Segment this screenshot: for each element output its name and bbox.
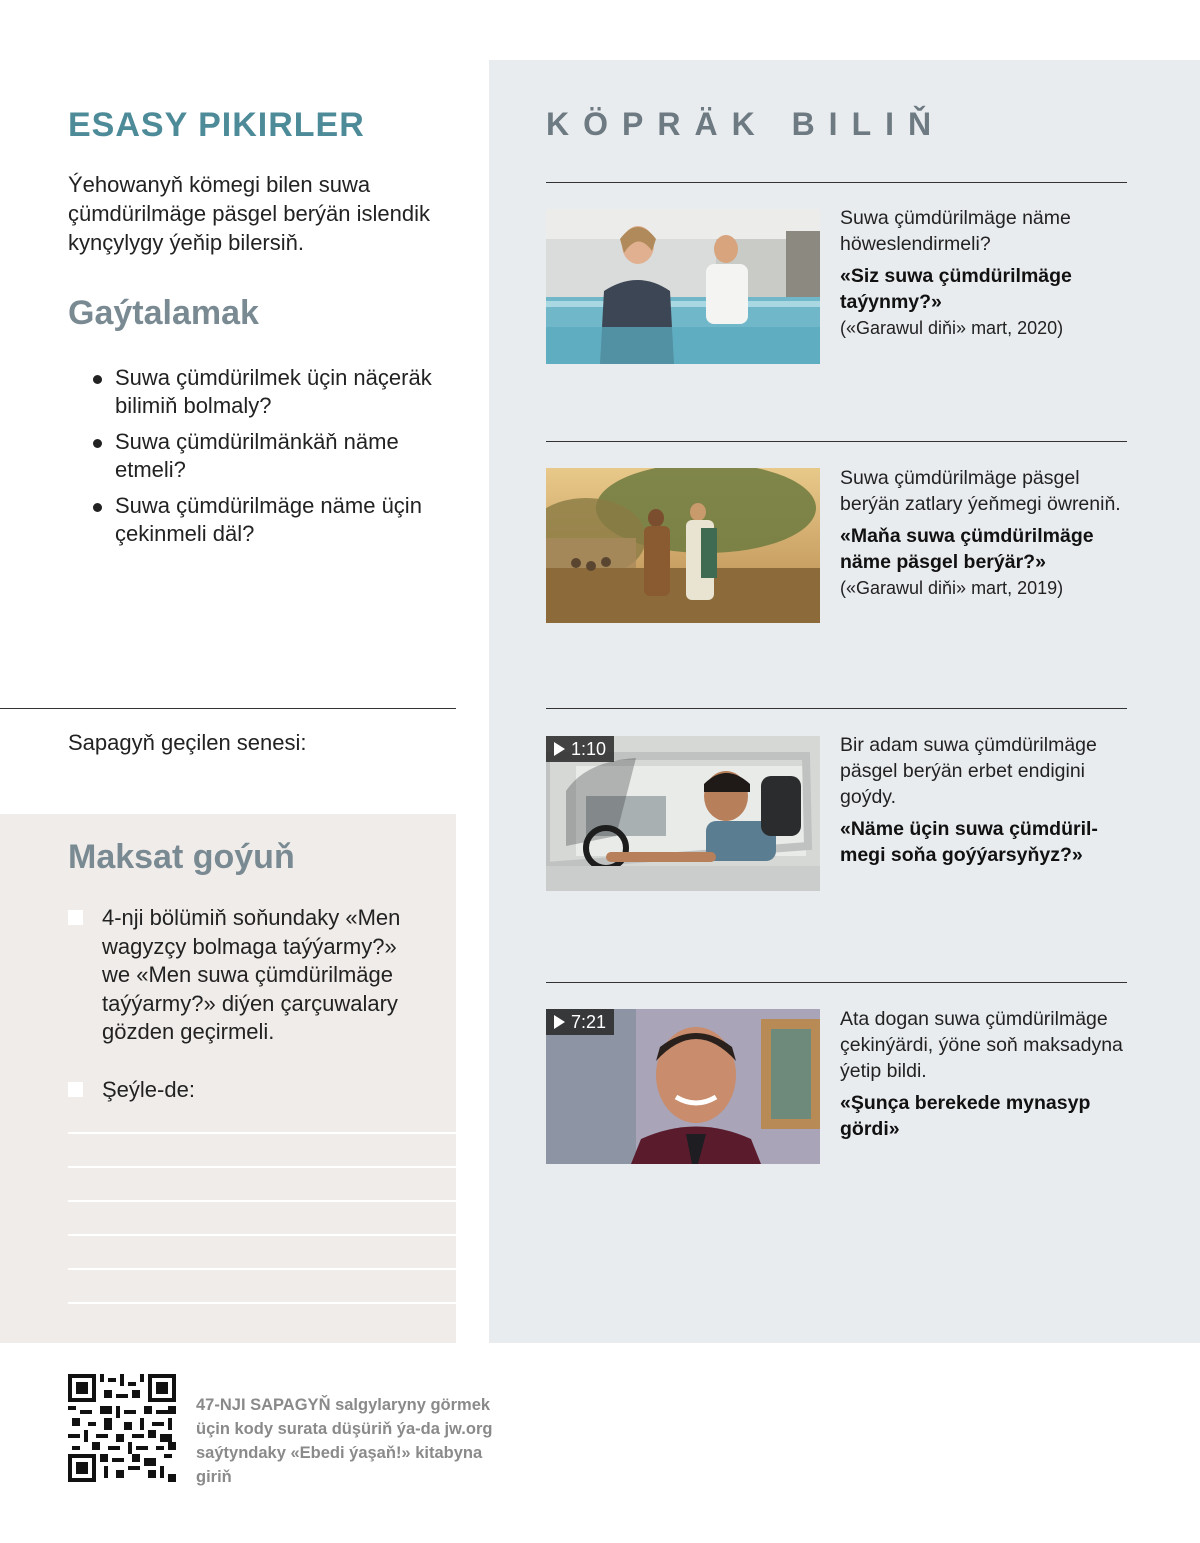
resource-source: («Garawul diňi» mart, 2020) (840, 318, 1064, 338)
play-icon (554, 1015, 565, 1029)
resource-description: Suwa çümdürilmäge näme höweslendirmeli? (840, 207, 1071, 255)
bullet-icon (93, 375, 102, 384)
resource-item (840, 1006, 1130, 1142)
writing-line[interactable] (68, 1132, 456, 1134)
divider (546, 982, 1127, 983)
checkbox[interactable] (68, 1082, 83, 1097)
review-heading: Gaýtalamak (68, 294, 259, 332)
divider (546, 441, 1127, 442)
resource-description: Ata dogan suwa çümdürilmäge çekinýärdi, ýöne soň maksadyna ýetip bildi. (840, 1008, 1123, 1082)
key-points-heading: ESASY PIKIRLER (68, 106, 365, 144)
video-duration: 7:21 (571, 1012, 607, 1032)
video-duration-badge[interactable] (546, 1009, 614, 1035)
woman-baptism-pool-photo[interactable] (546, 209, 820, 364)
date-completed-label: Sapagyň geçilen senesi: (68, 730, 307, 755)
man-driving-car-video[interactable] (546, 736, 820, 891)
review-item (92, 364, 462, 420)
lesson-label: 47-NJI SAPAGYŇ (196, 1396, 331, 1414)
writing-line[interactable] (68, 1268, 456, 1270)
qr-code[interactable] (68, 1374, 176, 1482)
resource-title-link[interactable]: «Şunça berekede mynasyp gördi» (840, 1092, 1091, 1140)
resource-description: Bir adam suwa çümdürilmäge päsgel berýän erbet endigini goýdy. (840, 734, 1097, 808)
review-item-text: Suwa çümdürilmänkäň näme etmeli? (115, 429, 399, 482)
bullet-icon (93, 503, 102, 512)
writing-line[interactable] (68, 1234, 456, 1236)
footer-text (196, 1393, 496, 1489)
writing-line[interactable] (68, 1200, 456, 1202)
divider (546, 708, 1127, 709)
writing-line[interactable] (68, 1166, 456, 1168)
resource-item (840, 205, 1130, 341)
resource-item (840, 465, 1130, 601)
review-item (92, 428, 462, 484)
resource-description: Suwa çümdürilmäge päsgel berýän zatlary ýeňmegi öwreniň. (840, 467, 1121, 515)
resource-title-link[interactable]: «Näme üçin suwa çümdürilmegi soňa goýýarsyňyz?» (840, 818, 1098, 866)
goal-item (68, 904, 428, 1047)
resource-title-link[interactable]: «Maňa suwa çümdürilmäge näme päsgel berýär?» (840, 525, 1094, 573)
goal-item-text: 4-nji bölümiň soňundaky «Men wagyzçy bolmaga taýýarmy?» we «Men suwa çümdürilmäge taýýarmy?» diýen çarçuwalary gözden geçirmeli. (102, 905, 401, 1044)
resource-source: («Garawul diňi» mart, 2019) (840, 578, 1064, 598)
review-list (92, 364, 462, 556)
resource-item (840, 732, 1130, 868)
key-points-text: Ýehowanyň kömegi bilen suwa çümdürilmäge päsgel berýän islendik kynçylygy ýeňip bilersiň. (68, 172, 430, 255)
goal-item (68, 1076, 428, 1105)
play-icon (554, 742, 565, 756)
resource-title-link[interactable]: «Siz suwa çümdürilmäge taýynmy?» (840, 265, 1072, 313)
goal-item-text: Şeýle-de: (102, 1077, 195, 1102)
review-item (92, 492, 462, 548)
divider (546, 182, 1127, 183)
footer-instructions: salgylaryny görmek üçin kody surata düşüriň ýa-da jw.org saýtyndaky «Ebedi ýaşaň!» kitabyna giriň (196, 1396, 493, 1486)
review-item-text: Suwa çümdürilmek üçin näçeräk bilimiň bolmaly? (115, 365, 432, 418)
review-item-text: Suwa çümdürilmäge näme üçin çekinmeli däl? (115, 493, 422, 546)
smiling-man-video[interactable] (546, 1009, 820, 1164)
video-duration: 1:10 (571, 739, 607, 759)
writing-line[interactable] (68, 1302, 456, 1304)
bullet-icon (93, 439, 102, 448)
goal-heading: Maksat goýuň (68, 838, 295, 876)
philip-eunuch-painting[interactable] (546, 468, 820, 623)
learn-more-heading: KÖPRÄK BILIŇ (546, 106, 946, 142)
divider (0, 708, 456, 709)
checkbox[interactable] (68, 910, 83, 925)
video-duration-badge[interactable] (546, 736, 614, 762)
